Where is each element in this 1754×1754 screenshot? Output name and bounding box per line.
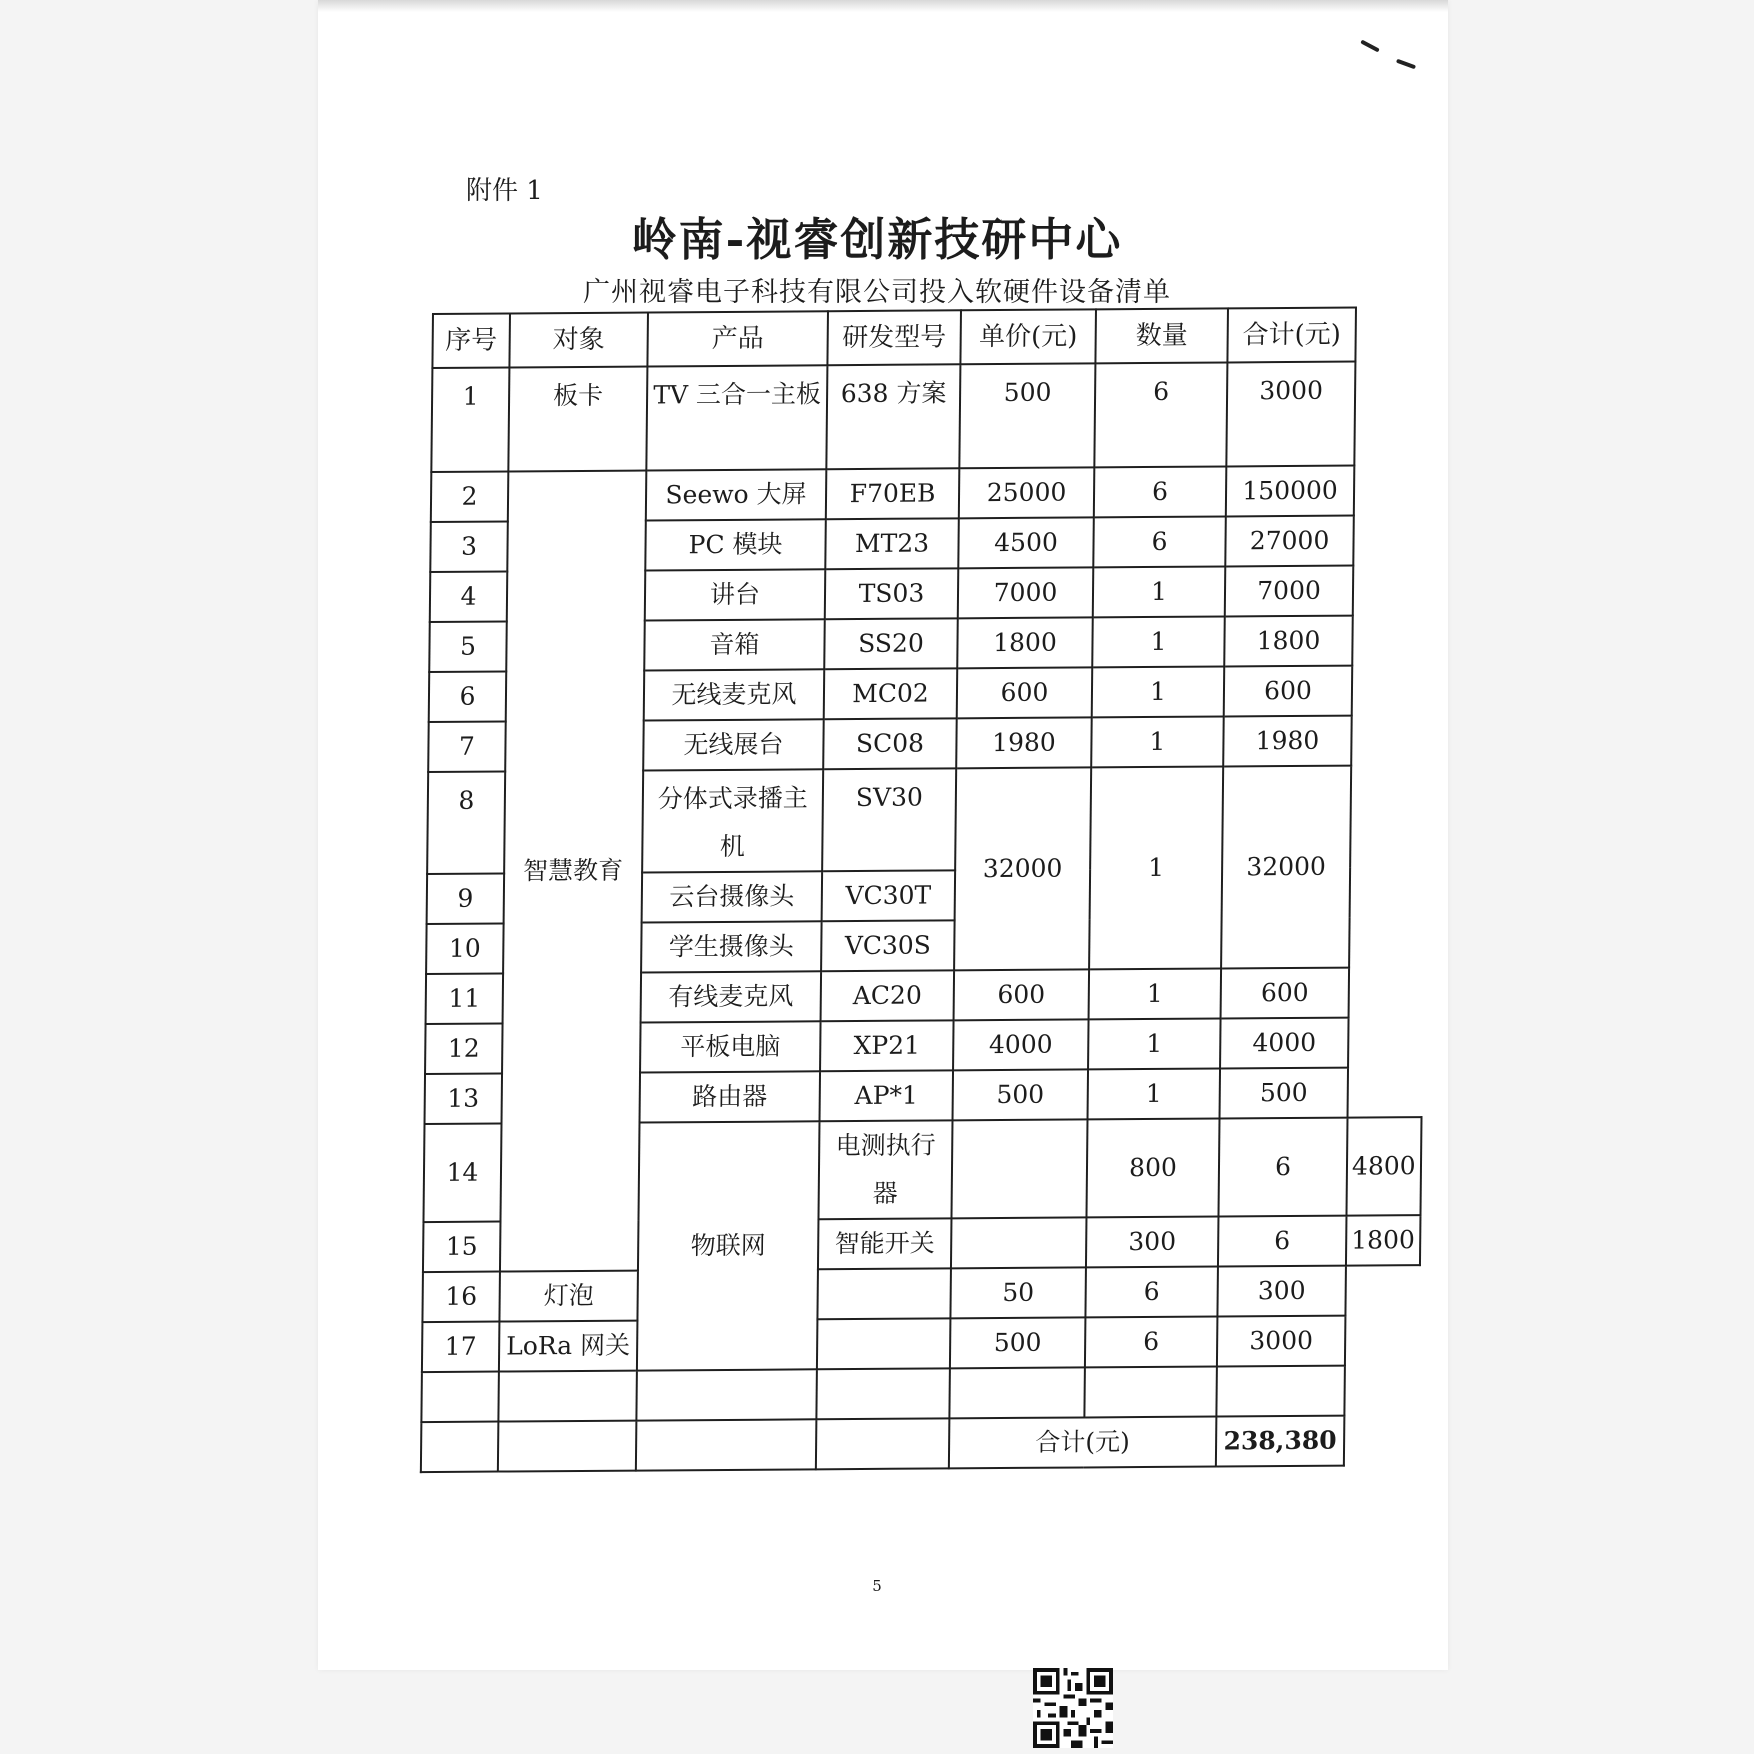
price-cell: 1800 [957,617,1093,668]
model-cell: XP21 [820,1020,954,1071]
qty-cell: 6 [1218,1118,1347,1217]
empty-cell [636,1369,817,1420]
price-cell: 25000 [959,467,1095,518]
qty-cell: 6 [1085,1317,1218,1368]
column-header: 合计(元) [1227,308,1356,363]
product-cell: PC 模块 [645,519,826,570]
product-cell: 智能开关 [818,1218,952,1269]
row-number: 4 [430,571,508,622]
total-cell: 500 [1220,1068,1349,1119]
group-cell: 智慧教育 [500,471,646,1272]
product-cell: 分体式录播主机 [642,769,823,872]
empty-cell [816,1418,950,1469]
total-cell: 3000 [1226,362,1355,467]
product-cell: 平板电脑 [640,1021,821,1072]
group-cell: 板卡 [508,366,647,471]
product-cell: 学生摄像头 [641,921,822,972]
row-number: 7 [428,721,506,772]
row-number: 15 [423,1222,501,1273]
empty-cell [1216,1366,1345,1417]
total-cell: 150000 [1226,466,1355,517]
qty-cell: 6 [1085,1267,1218,1318]
total-cell: 27000 [1225,516,1354,567]
model-cell: VC30T [822,870,956,921]
product-cell: 讲台 [645,569,826,620]
price-cell: 32000 [954,767,1091,970]
model-cell: MT23 [825,518,959,569]
price-cell: 600 [954,969,1090,1020]
row-number: 16 [422,1272,500,1323]
product-cell: Seewo 大屏 [646,469,827,520]
total-cell: 600 [1221,968,1350,1019]
table-row [431,361,1429,472]
table-row [422,1315,1419,1372]
row-number: 11 [426,974,504,1025]
empty-cell [1084,1367,1217,1418]
model-cell: MC02 [824,668,958,719]
product-cell: 灯泡 [499,1271,638,1322]
column-header: 研发型号 [827,310,961,365]
price-cell: 500 [953,1069,1089,1120]
price-cell: 800 [1086,1119,1219,1218]
model-cell: TS03 [825,568,959,619]
price-cell: 300 [1086,1217,1219,1268]
price-cell: 4500 [958,517,1094,568]
model-cell: AP*1 [820,1070,954,1121]
page-title: 岭南-视睿创新技研中心 [631,213,1123,266]
attachment-label: 附件 1 [466,176,543,206]
qty-cell: 6 [1094,362,1227,467]
row-number: 14 [423,1124,501,1223]
product-cell: 无线展台 [643,719,824,770]
column-header: 序号 [432,313,510,368]
model-cell [817,1268,951,1319]
qty-cell: 1 [1092,616,1225,667]
total-cell: 300 [1217,1266,1346,1317]
qty-cell: 1 [1093,566,1226,617]
row-number: 9 [427,873,505,924]
page-subtitle: 广州视睿电子科技有限公司投入软硬件设备清单 [583,277,1171,308]
qty-cell: 6 [1093,516,1226,567]
grand-total: 238,380 [1216,1416,1345,1467]
qty-cell: 1 [1089,968,1222,1019]
product-cell: 电测执行器 [818,1120,952,1219]
qr-code-icon [1033,1668,1113,1748]
row-number: 17 [422,1322,500,1373]
model-cell: SC08 [823,718,957,769]
qty-cell: 1 [1088,1068,1221,1119]
total-cell: 1980 [1223,716,1352,767]
row-number: 3 [430,521,508,572]
price-cell: 600 [957,667,1093,718]
column-header: 数量 [1095,308,1228,363]
row-number: 13 [425,1074,503,1125]
empty-cell [636,1419,817,1470]
table-total-row [421,1415,1418,1472]
product-cell: 无线麦克风 [644,669,825,720]
row-number: 5 [429,621,507,672]
model-cell [951,1217,1087,1268]
equipment-table [420,306,1431,1473]
product-cell: 路由器 [640,1071,821,1122]
product-cell: LoRa 网关 [499,1321,638,1372]
empty-cell [949,1367,1085,1418]
price-cell: 7000 [958,567,1094,618]
model-cell [817,1318,951,1369]
total-cell: 3000 [1217,1316,1346,1367]
model-cell: VC30S [821,920,955,971]
equipment-table-wrapper [432,313,1431,1473]
empty-cell [816,1368,950,1419]
row-number: 12 [425,1024,503,1075]
total-cell: 600 [1224,666,1353,717]
product-cell: 云台摄像头 [642,871,823,922]
empty-cell [498,1371,637,1422]
price-cell: 500 [950,1317,1086,1368]
total-cell: 1800 [1224,616,1353,667]
qty-cell: 1 [1088,1018,1221,1069]
column-header: 产品 [647,311,828,366]
model-cell: SS20 [824,618,958,669]
row-number: 1 [431,367,509,472]
group-cell: 物联网 [637,1121,820,1370]
row-number: 10 [426,924,504,975]
table-row [431,465,1428,522]
empty-cell [421,1422,499,1473]
empty-cell [498,1421,637,1472]
total-cell: 7000 [1225,566,1354,617]
product-cell: 音箱 [644,619,825,670]
model-cell: SV30 [822,768,956,871]
total-cell: 1800 [1346,1215,1420,1266]
empty-cell [421,1372,499,1423]
qty-cell: 1 [1089,766,1223,969]
column-header: 单价(元) [960,309,1096,364]
qty-cell: 6 [1094,466,1227,517]
model-cell: F70EB [826,468,960,519]
price-cell: 4000 [953,1019,1089,1070]
price-cell: 50 [950,1267,1086,1318]
row-number: 2 [431,471,509,522]
table-header-row [432,307,1429,368]
model-cell: 638 方案 [826,364,960,469]
page-number: 5 [872,1577,882,1595]
product-cell: 有线麦克风 [641,971,822,1022]
total-cell: 4800 [1346,1117,1421,1216]
row-number: 6 [429,671,507,722]
qty-cell: 6 [1218,1216,1347,1267]
product-cell: TV 三合一主板 [646,365,827,470]
qty-cell: 1 [1092,666,1225,717]
model-cell [951,1119,1087,1218]
total-cell: 4000 [1220,1018,1349,1069]
column-header: 对象 [509,312,648,367]
total-label: 合计(元) [949,1417,1217,1469]
scan-edge-shadow [318,0,1448,12]
qty-cell: 1 [1091,716,1224,767]
price-cell: 1980 [956,717,1092,768]
model-cell: AC20 [821,970,955,1021]
price-cell: 500 [959,363,1095,468]
row-number: 8 [427,771,505,874]
total-cell: 32000 [1221,766,1351,969]
table-row-empty [421,1365,1418,1422]
table-row [422,1265,1419,1322]
